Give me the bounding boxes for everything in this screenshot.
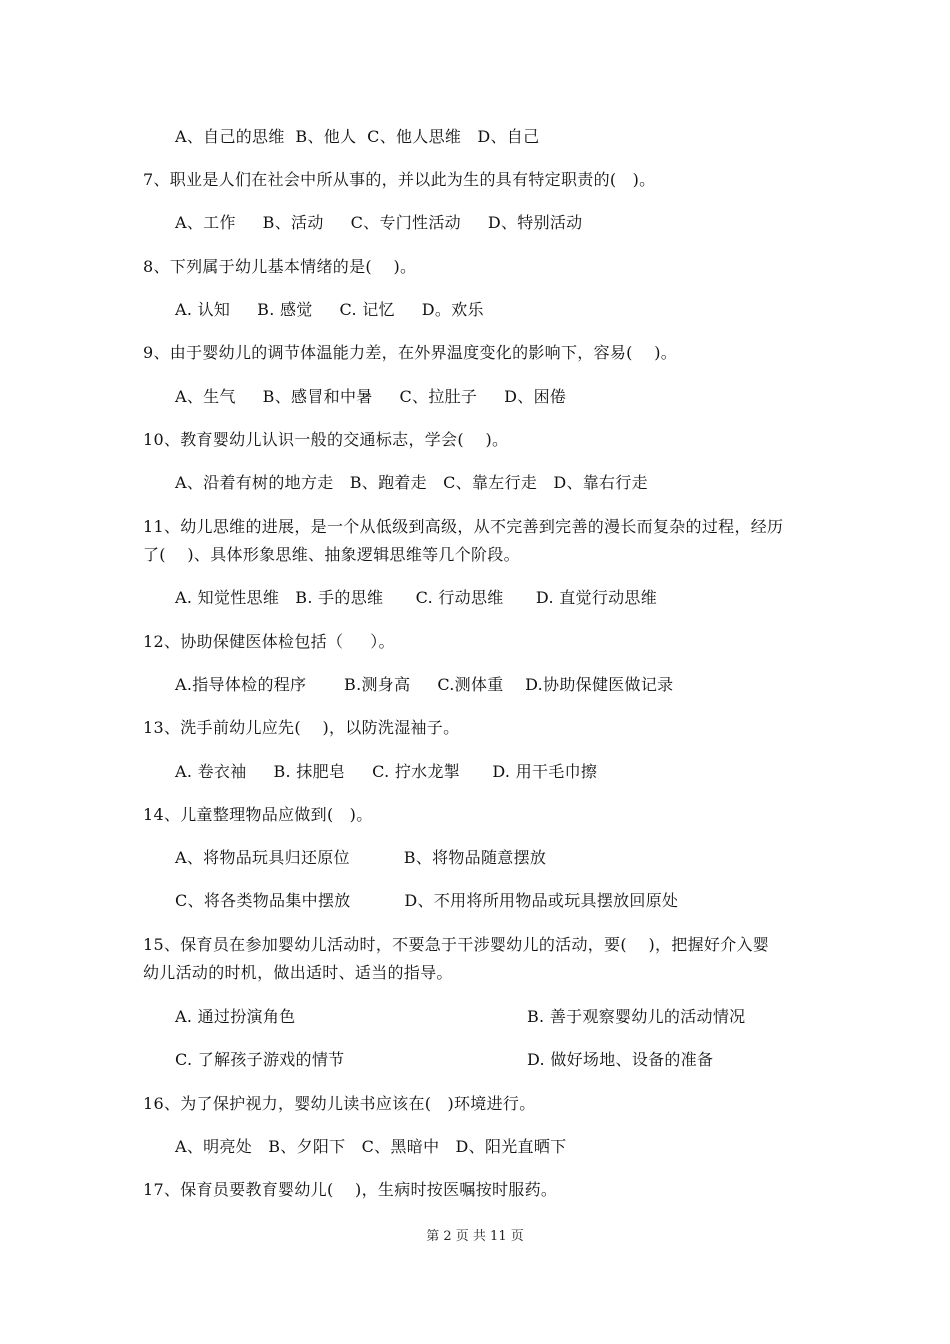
q17-text: 17、保育员要教育婴幼儿( )，生病时按医嘱按时服药。 xyxy=(143,1180,558,1199)
q10-text: 10、教育婴幼儿认识一般的交通标志，学会( )。 xyxy=(143,430,509,449)
q7-text: 7、职业是人们在社会中所从事的，并以此为生的具有特定职责的( )。 xyxy=(143,170,656,189)
q14-text: 14、儿童整理物品应做到( )。 xyxy=(143,805,373,824)
q8-options: A. 认知 B. 感觉 C. 记忆 D。欢乐 xyxy=(175,300,484,319)
q15-text-line1: 15、保育员在参加婴幼儿活动时，不要急于干涉婴幼儿的活动，要( )，把握好介入婴 xyxy=(143,935,770,954)
q8-text: 8、下列属于幼儿基本情绪的是( )。 xyxy=(143,257,417,276)
q13-options: A. 卷衣袖 B. 抹肥皂 C. 拧水龙掣 D. 用干毛巾擦 xyxy=(175,762,598,781)
q15-option-c: C. 了解孩子游戏的情节 xyxy=(175,1050,345,1069)
q16-text: 16、为了保护视力，婴幼儿读书应该在( )环境进行。 xyxy=(143,1094,536,1113)
q12-text: 12、协助保健医体检包括（ ）。 xyxy=(143,632,395,651)
q9-options: A、生气 B、感冒和中暑 C、拉肚子 D、困倦 xyxy=(175,387,567,406)
q15-text-line2: 幼儿活动的时机，做出适时、适当的指导。 xyxy=(143,963,453,982)
q6-options: A、自己的思维 B、他人 C、他人思维 D、自己 xyxy=(175,127,540,146)
q9-text: 9、由于婴幼儿的调节体温能力差，在外界温度变化的影响下，容易( )。 xyxy=(143,343,678,362)
page-footer: 第 2 页 共 11 页 xyxy=(426,1229,524,1244)
q11-text-line1: 11、幼儿思维的进展，是一个从低级到高级，从不完善到完善的漫长而复杂的过程，经历 xyxy=(143,517,784,536)
q11-text-line2: 了( )、具体形象思维、抽象逻辑思维等几个阶段。 xyxy=(143,545,520,564)
q7-options: A、工作 B、活动 C、专门性活动 D、特别活动 xyxy=(175,213,583,232)
q15-option-a: A. 通过扮演角色 xyxy=(175,1007,296,1026)
q10-options: A、沿着有树的地方走 B、跑着走 C、靠左行走 D、靠右行走 xyxy=(175,473,648,492)
q15-option-d: D. 做好场地、设备的准备 xyxy=(527,1050,714,1069)
q16-options: A、明亮处 B、夕阳下 C、黑暗中 D、阳光直晒下 xyxy=(175,1137,567,1156)
q13-text: 13、洗手前幼儿应先( )，以防洗湿袖子。 xyxy=(143,718,460,737)
q14-options-row1: A、将物品玩具归还原位 B、将物品随意摆放 xyxy=(175,848,547,867)
q14-options-row2: C、将各类物品集中摆放 D、不用将所用物品或玩具摆放回原处 xyxy=(175,891,679,910)
q12-options: A.指导体检的程序 B.测身高 C.测体重 D.协助保健医做记录 xyxy=(175,675,674,694)
q11-options: A. 知觉性思维 B. 手的思维 C. 行动思维 D. 直觉行动思维 xyxy=(175,588,658,607)
q15-option-b: B. 善于观察婴幼儿的活动情况 xyxy=(527,1007,746,1026)
